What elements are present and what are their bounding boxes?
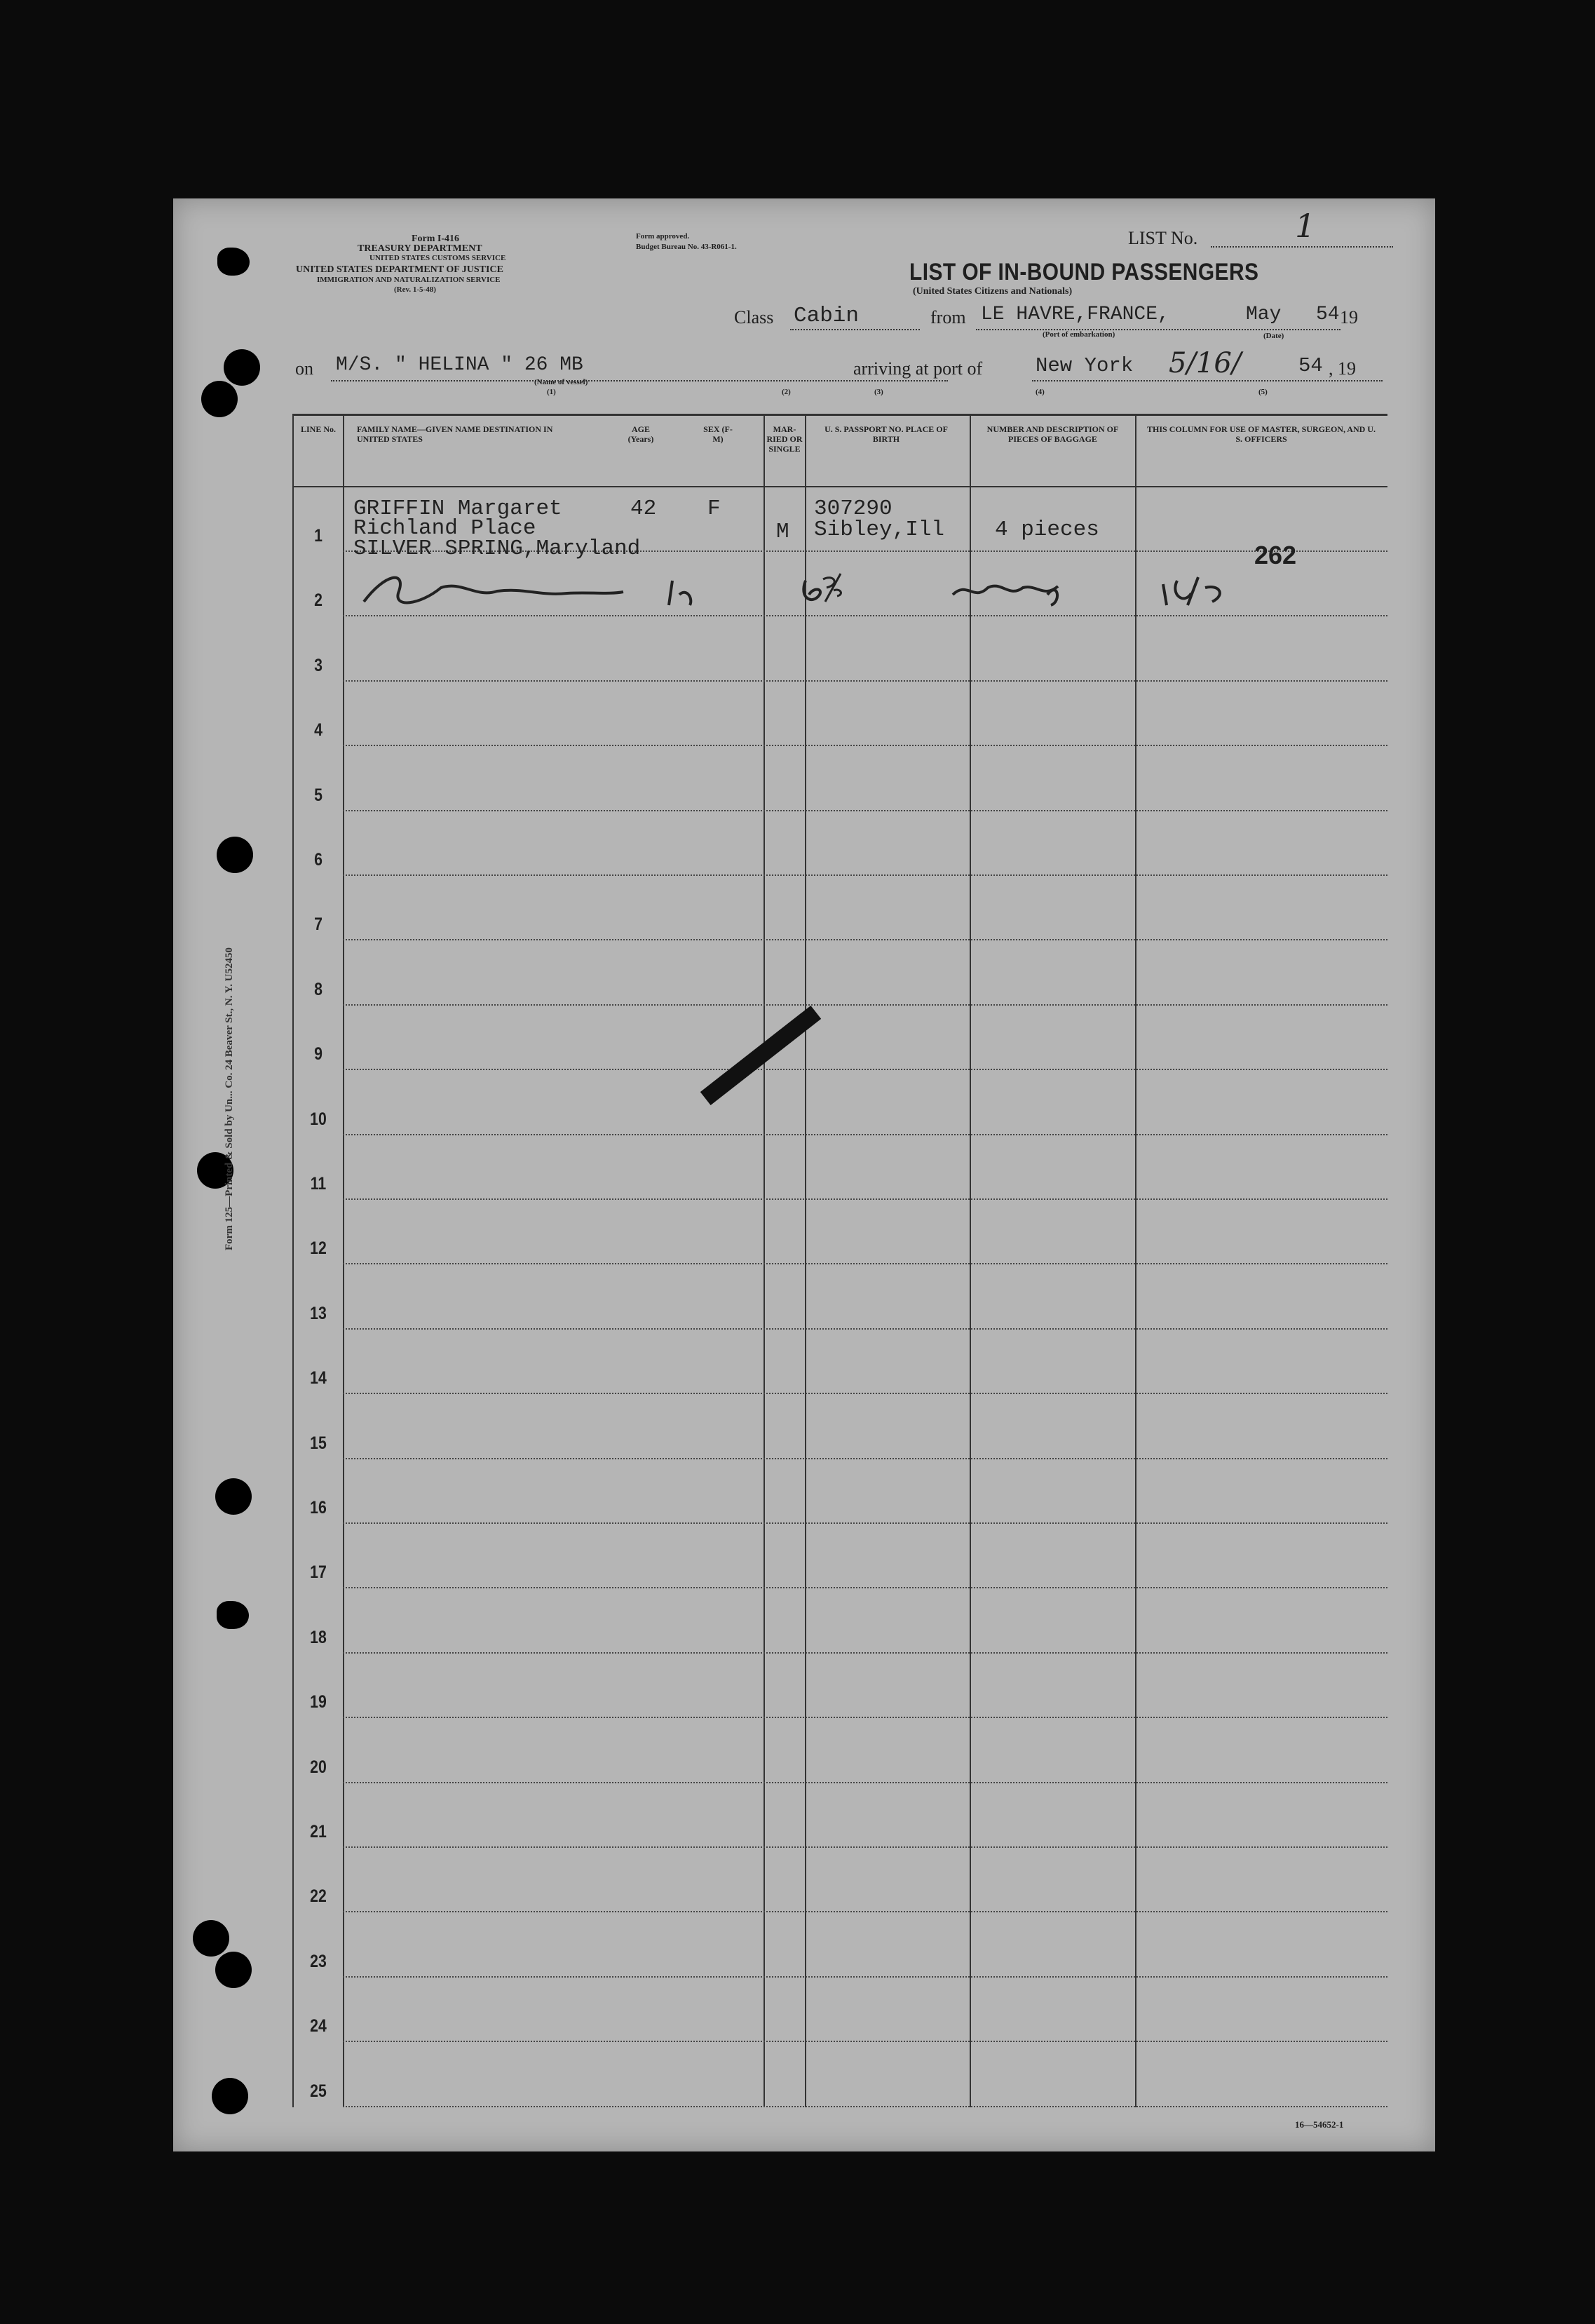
line-number: 25 xyxy=(310,2081,327,2101)
table-row xyxy=(294,1654,1387,1718)
table-row xyxy=(294,1135,1387,1200)
passenger-list-sheet xyxy=(173,198,1435,2151)
class-label: Class xyxy=(734,307,774,327)
line-number: 24 xyxy=(310,2016,327,2036)
list-no-label: LIST No. xyxy=(1128,228,1198,248)
table-row xyxy=(294,1459,1387,1524)
departure-date-field: May xyxy=(1246,304,1282,325)
baggage-description: 4 pieces xyxy=(995,518,1099,542)
line-number: 18 xyxy=(310,1627,327,1647)
caption-5: (5) xyxy=(1258,388,1268,396)
line-number: 3 xyxy=(314,655,323,675)
departure-19: 19 xyxy=(1340,307,1358,327)
table-row xyxy=(294,1589,1387,1654)
table-row xyxy=(294,747,1387,811)
col-officers: THIS COLUMN FOR USE OF MASTER, SURGEON, AND U. S. OFFICERS xyxy=(1147,424,1376,444)
line-number: 15 xyxy=(310,1433,327,1453)
vessel-name-field: M/S. " HELINA " 26 MB xyxy=(336,354,583,376)
class-field: Cabin xyxy=(794,304,860,328)
page-subtitle: (United States Citizens and Nationals) xyxy=(913,286,1073,297)
passenger-age: 42 xyxy=(630,496,657,521)
table-row xyxy=(294,1330,1387,1394)
customs-service: UNITED STATES CUSTOMS SERVICE xyxy=(369,254,506,262)
table-row xyxy=(294,1783,1387,1848)
caption-3: (3) xyxy=(874,388,883,396)
port-caption: (Port of embarkation) xyxy=(1043,330,1115,339)
treasury-department: TREASURY DEPARTMENT xyxy=(358,243,482,254)
table-row xyxy=(294,617,1387,682)
col-baggage: NUMBER AND DESCRIPTION OF PIECES OF BAGGAGE xyxy=(986,424,1119,444)
list-no-value: 1 xyxy=(1295,207,1316,245)
ins-service: IMMIGRATION AND NATURALIZATION SERVICE xyxy=(317,276,501,284)
line-number: 11 xyxy=(310,1174,327,1194)
passenger-name: GRIFFIN Margaret xyxy=(353,496,562,521)
caption-2: (2) xyxy=(782,388,791,396)
form-approved: Form approved. xyxy=(636,232,690,241)
from-label: from xyxy=(930,307,966,327)
table-row xyxy=(294,1913,1387,1978)
binder-hole xyxy=(215,1478,252,1515)
binder-hole xyxy=(217,248,250,276)
passenger-sex: F xyxy=(707,496,721,521)
form-footer-number: 16—54652-1 xyxy=(1295,2119,1344,2130)
line-number: 2 xyxy=(314,590,323,611)
table-row xyxy=(294,1006,1387,1070)
officer-number: 262 xyxy=(1254,541,1297,569)
table-row xyxy=(294,1848,1387,1912)
table-row xyxy=(294,1524,1387,1588)
table-row xyxy=(294,941,1387,1006)
line-number: 5 xyxy=(314,785,323,805)
date-caption: (Date) xyxy=(1263,332,1284,340)
caption-4: (4) xyxy=(1036,388,1045,396)
table-row xyxy=(294,1978,1387,2042)
caption-1: (1) xyxy=(547,388,556,396)
table-row xyxy=(294,1265,1387,1330)
binder-hole xyxy=(217,1601,249,1629)
page-title: LIST OF IN-BOUND PASSENGERS xyxy=(909,259,1259,285)
col-passport: U. S. PASSPORT NO. PLACE OF BIRTH xyxy=(824,424,948,444)
arrival-date-field: 5/16/ xyxy=(1169,347,1242,379)
binder-hole xyxy=(212,2078,248,2114)
col-name: FAMILY NAME—GIVEN NAME DESTINATION IN UNITED STATES xyxy=(357,424,553,444)
place-of-birth: Sibley,Ill xyxy=(814,518,945,542)
binder-hole xyxy=(193,1920,229,1957)
line-number: 13 xyxy=(310,1303,327,1323)
col-age: AGE (Years) xyxy=(627,424,654,444)
passenger-address-1: Richland Place xyxy=(353,516,536,541)
table-row xyxy=(294,682,1387,746)
line-number: 10 xyxy=(310,1109,327,1129)
line-number: 7 xyxy=(314,914,323,935)
passenger-table xyxy=(292,414,1387,2107)
passenger-address-2: SILVER SPRING,Maryland xyxy=(353,536,641,561)
table-row xyxy=(294,2043,1387,2107)
departure-year-field: 54 xyxy=(1316,304,1340,325)
binder-hole xyxy=(224,349,260,386)
arrival-19: , 19 xyxy=(1329,358,1356,379)
table-row xyxy=(294,1200,1387,1264)
line-number: 19 xyxy=(310,1692,327,1712)
vessel-caption: (Name of vessel) xyxy=(534,378,588,386)
table-row xyxy=(294,811,1387,876)
col-sex: SEX (F-M) xyxy=(703,424,733,444)
inspector-signature xyxy=(357,567,1254,616)
line-number: 8 xyxy=(314,979,323,999)
line-number: 16 xyxy=(310,1498,327,1518)
justice-department: UNITED STATES DEPARTMENT OF JUSTICE xyxy=(296,264,503,275)
col-married: MAR- RIED OR SINGLE xyxy=(766,424,803,454)
line-number: 23 xyxy=(310,1951,327,1971)
passenger-married: M xyxy=(776,520,789,544)
line-number: 12 xyxy=(310,1238,327,1259)
binder-hole xyxy=(215,1952,252,1988)
line-number: 22 xyxy=(310,1886,327,1907)
table-row xyxy=(294,1071,1387,1135)
table-row xyxy=(294,876,1387,940)
arrival-port-field: New York xyxy=(1036,354,1134,377)
line-number: 1 xyxy=(314,526,323,546)
on-label: on xyxy=(295,358,313,379)
line-number: 20 xyxy=(310,1757,327,1777)
line-number: 4 xyxy=(314,720,323,741)
binder-hole xyxy=(201,381,238,417)
line-number: 21 xyxy=(310,1822,327,1842)
line-number: 17 xyxy=(310,1562,327,1583)
arriving-label: arriving at port of xyxy=(853,358,983,379)
revision: (Rev. 1-5-48) xyxy=(394,285,436,294)
arrival-year-field: 54 xyxy=(1298,354,1323,377)
table-row xyxy=(294,1395,1387,1459)
binder-hole xyxy=(217,837,253,873)
passport-number: 307290 xyxy=(814,496,892,521)
table-row xyxy=(294,1719,1387,1783)
line-number: 6 xyxy=(314,850,323,870)
col-line-no: LINE No. xyxy=(300,424,336,434)
printer-imprint: Form 125—Printed & Sold by Un... Co. 24 Beaver St., N. Y. U52450 xyxy=(224,947,235,1250)
port-of-embarkation-field: LE HAVRE,FRANCE, xyxy=(981,304,1169,325)
budget-bureau: Budget Bureau No. 43-R061-1. xyxy=(636,243,737,251)
line-number: 9 xyxy=(314,1044,323,1065)
line-number: 14 xyxy=(310,1368,327,1389)
form-number: Form I-416 xyxy=(412,234,460,244)
